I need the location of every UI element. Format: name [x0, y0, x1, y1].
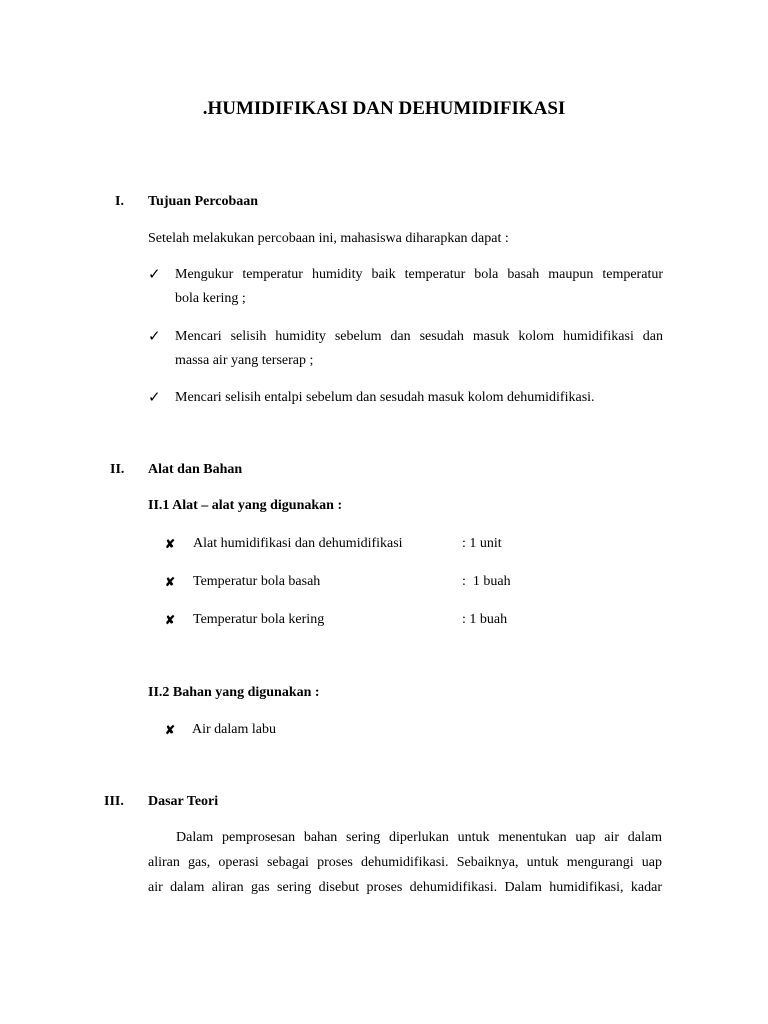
subsection-2-1-heading: II.1 Alat – alat yang digunakan :	[148, 498, 343, 513]
tool-3-qty: : 1 buah	[462, 612, 508, 627]
section-1-heading: Tujuan Percobaan	[148, 194, 259, 209]
check-icon: ✓	[148, 329, 161, 345]
tool-3-name: Temperatur bola kering	[193, 612, 325, 627]
section-2-heading: Alat dan Bahan	[148, 462, 243, 477]
tool-2-qty: : 1 buah	[462, 574, 511, 589]
theory-line-3: air dalam aliran gas sering disebut proses dehumidifikasi. Dalam humidifikasi, kadar	[148, 880, 662, 895]
cross-icon: ✘	[165, 723, 176, 737]
objective-1-line1: Mengukur temperatur humidity baik temperatur bola basah maupun temperatur	[175, 267, 663, 282]
check-icon: ✓	[148, 267, 161, 283]
objective-2-line2: massa air yang terserap ;	[175, 353, 314, 368]
check-icon: ✓	[148, 390, 161, 406]
tool-1-qty: : 1 unit	[462, 536, 502, 551]
section-1-number: I.	[115, 194, 124, 209]
cross-icon: ✘	[165, 537, 176, 551]
cross-icon: ✘	[165, 575, 176, 589]
section-1-intro: Setelah melakukan percobaan ini, mahasiswa diharapkan dapat :	[148, 231, 509, 246]
objective-3-line1: Mencari selisih entalpi sebelum dan sesudah masuk kolom dehumidifikasi.	[175, 390, 595, 405]
page-title: .HUMIDIFIKASI DAN DEHUMIDIFIKASI	[202, 98, 566, 119]
cross-icon: ✘	[165, 613, 176, 627]
theory-line-2: aliran gas, operasi sebagai proses dehumidifikasi. Sebaiknya, untuk mengurangi uap	[148, 855, 662, 870]
theory-line-1: Dalam pemprosesan bahan sering diperlukan untuk menentukan uap air dalam	[176, 830, 662, 845]
objective-1-line2: bola kering ;	[175, 291, 246, 306]
subsection-2-2-heading: II.2 Bahan yang digunakan :	[148, 685, 320, 700]
section-3-heading: Dasar Teori	[148, 794, 219, 809]
tool-2-name: Temperatur bola basah	[193, 574, 321, 589]
tool-1-name: Alat humidifikasi dan dehumidifikasi	[193, 536, 403, 551]
section-2-number: II.	[110, 462, 125, 477]
section-3-number: III.	[104, 794, 124, 809]
objective-2-line1: Mencari selisih humidity sebelum dan sesudah masuk kolom humidifikasi dan	[175, 329, 663, 344]
material-1: Air dalam labu	[192, 722, 276, 737]
